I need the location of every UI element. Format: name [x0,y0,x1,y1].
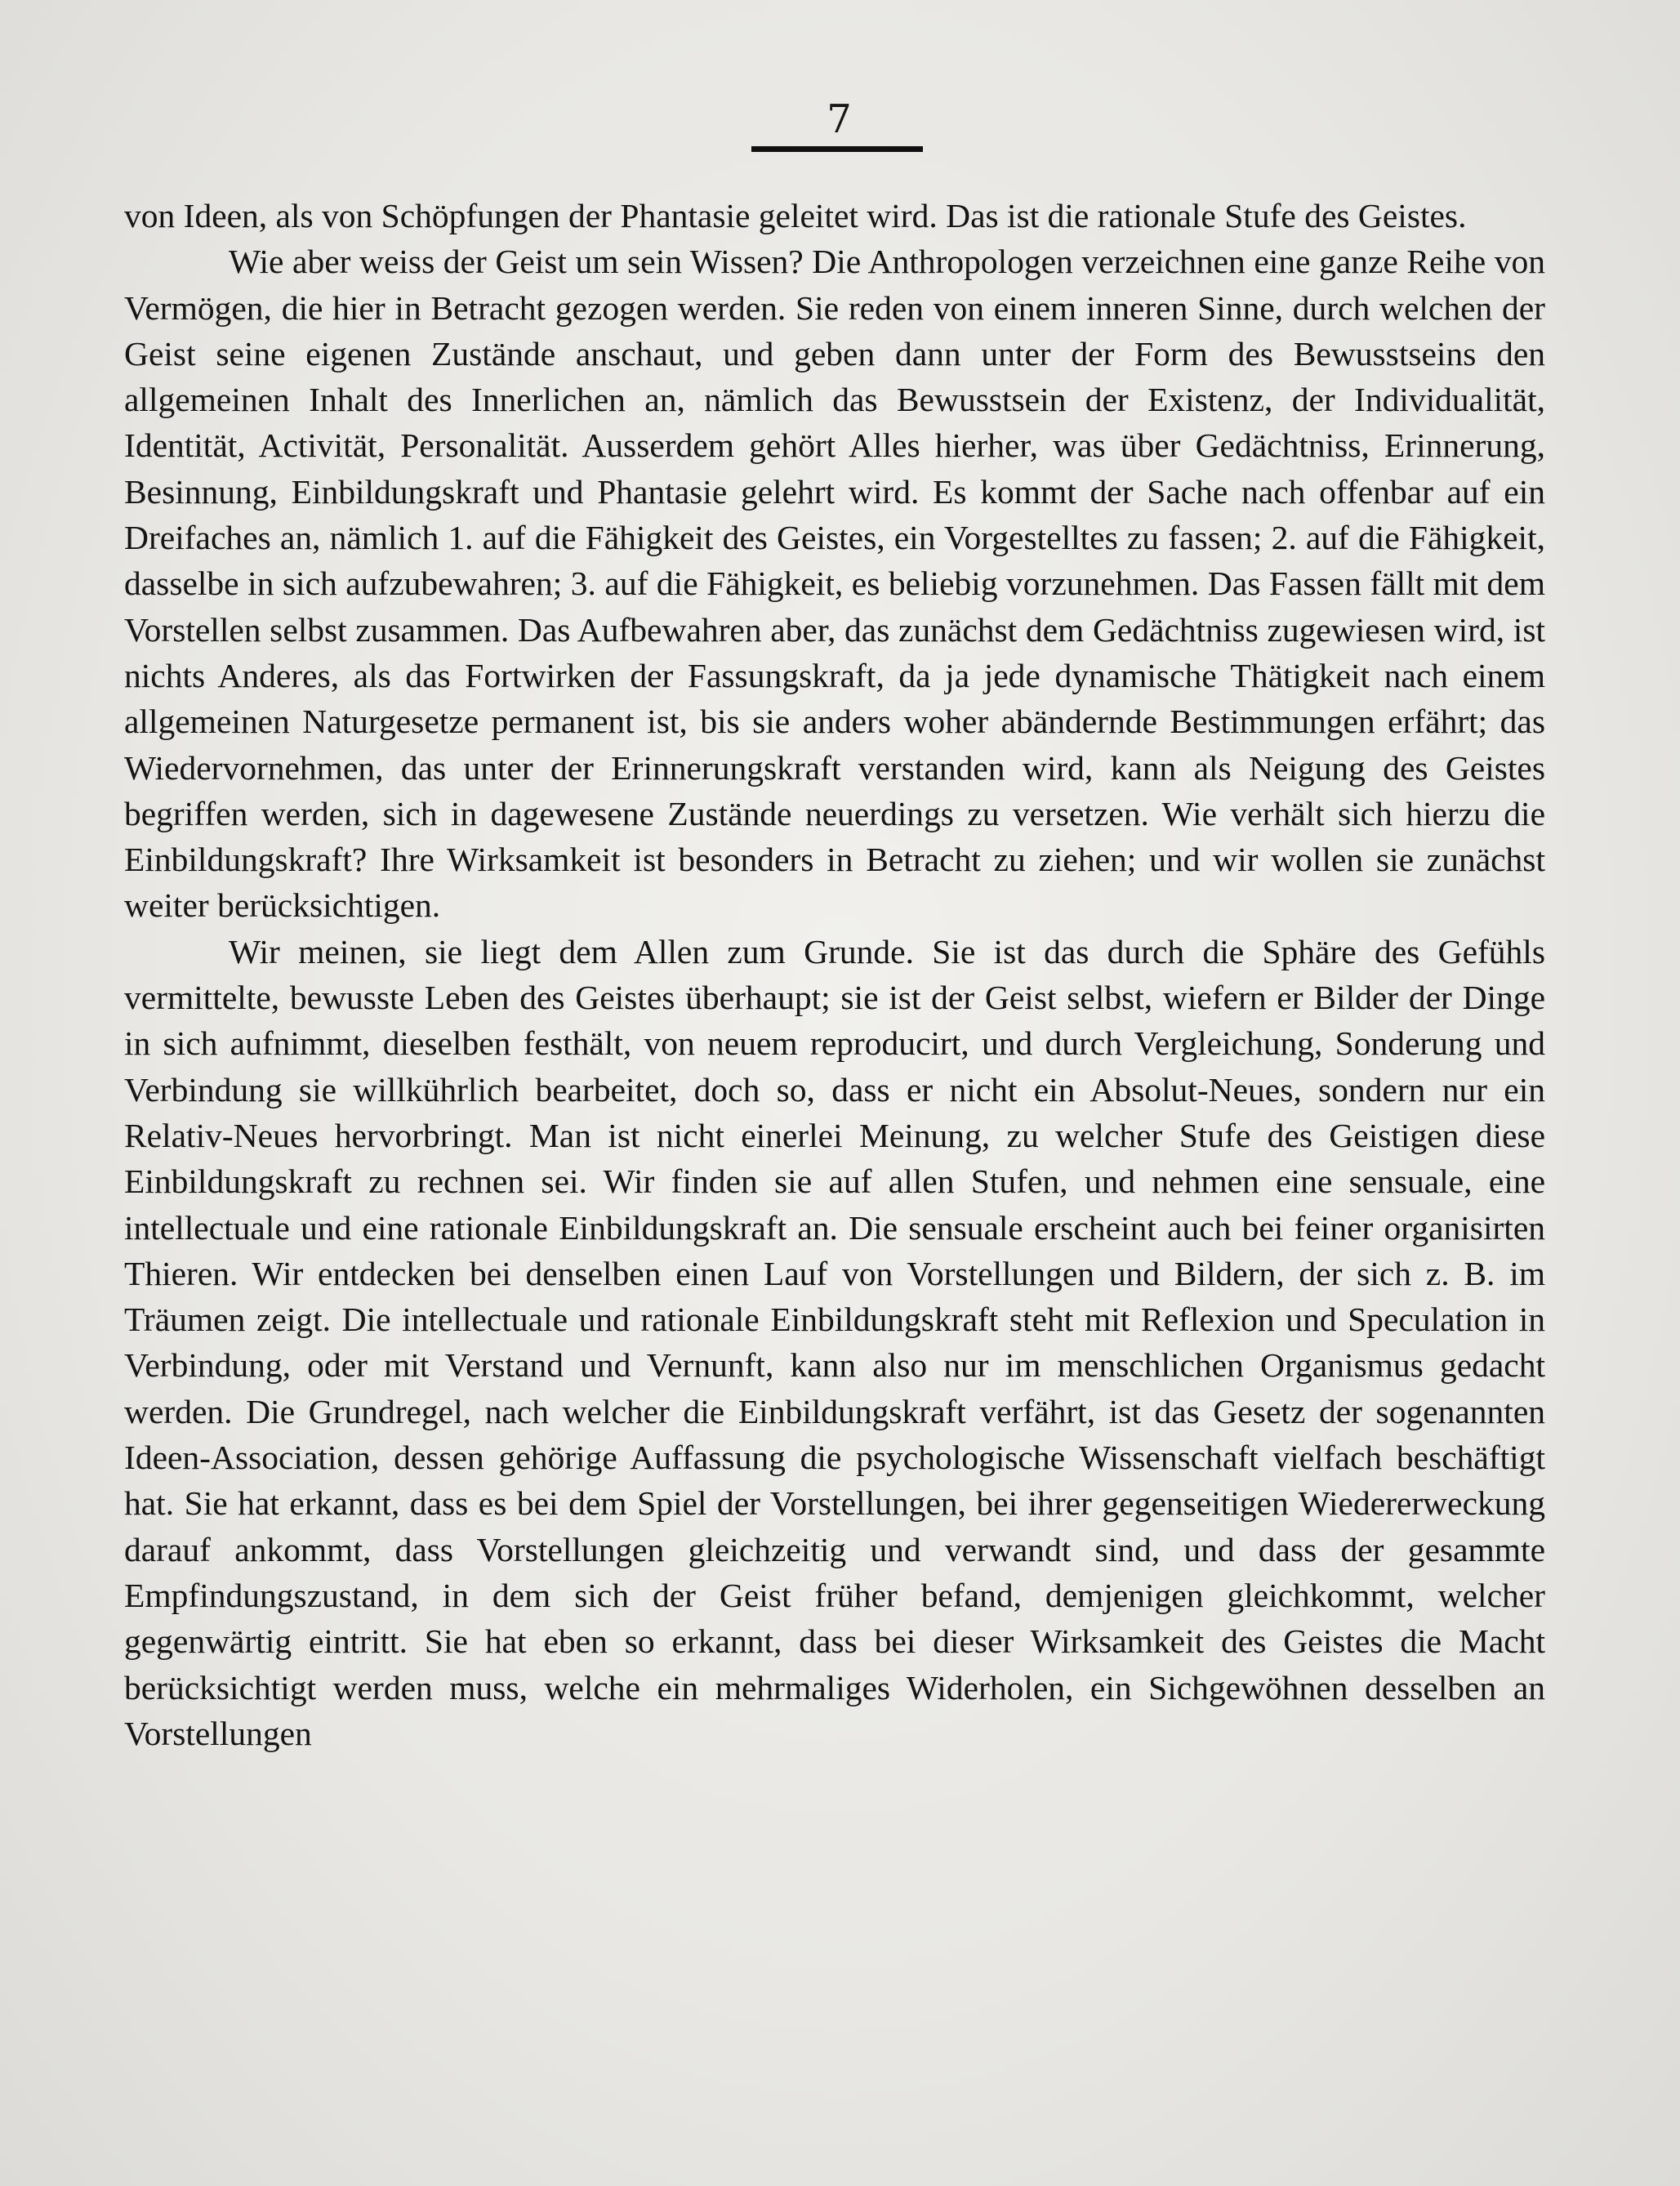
body-text [124,193,1545,1756]
paragraph: Wir meinen, sie liegt dem Allen zum Grunde. Sie ist das durch die Sphäre des Gefühls vermittelte, bewusste Leben des Geistes überhaupt; sie ist der Geist selbst, wiefern er Bilder der Dinge in sich aufnimmt, dieselben festhält, von neuem reproducirt, und durch Vergleichung, Sonderung und Verbindung sie willkührlich bearbeitet, doch so, dass er nicht ein Absolut-Neues, sondern nur ein Relativ-Neues hervorbringt. Man ist nicht einerlei Meinung, zu welcher Stufe des Geistigen diese Einbildungskraft zu rechnen sei. Wir finden sie auf allen Stufen, und nehmen eine sensuale, eine intellectuale und eine rationale Einbildungskraft an. Die sensuale erscheint auch bei feiner organisirten Thieren. Wir entdecken bei denselben einen Lauf von Vorstellungen und Bildern, der sich z. B. im Träumen zeigt. Die intellectuale und rationale Einbildungskraft steht mit Reflexion und Speculation in Verbindung, oder mit Verstand und Vernunft, kann also nur im menschlichen Organismus gedacht werden. Die Grundregel, nach welcher die Einbildungskraft verfährt, ist das Gesetz der sogenannten Ideen-Association, dessen gehörige Auffassung die psychologische Wissenschaft vielfach beschäftigt hat. Sie hat erkannt, dass es bei dem Spiel der Vorstellungen, bei ihrer gegenseitigen Wiedererweckung darauf ankommt, dass Vorstellungen gleichzeitig und verwandt sind, und dass der gesammte Empfindungszustand, in dem sich der Geist früher befand, demjenigen gleichkommt, welcher gegenwärtig eintritt. Sie hat eben so erkannt, dass bei dieser Wirksamkeit des Geistes die Macht berücksichtigt werden muss, welche ein mehrmaliges Widerholen, ein Sichgewöhnen desselben an Vorstellungen [124,932,1545,1752]
header-rule [751,146,923,152]
paragraph: Wie aber weiss der Geist um sein Wissen? Die Anthropologen verzeichnen eine ganze Reihe von Vermögen, die hier in Betracht gezogen werden. Sie reden von einem inneren Sinne, durch welchen der Geist seine eigenen Zustände anschaut, und geben dann unter der Form des Bewusstseins den allgemeinen Inhalt des Innerlichen an, nämlich das Bewusstsein der Existenz, der Individualität, Identität, Activität, Personalität. Ausserdem gehört Alles hierher, was über Gedächtniss, Erinnerung, Besinnung, Einbildungskraft und Phantasie gelehrt wird. Es kommt der Sache nach offenbar auf ein Dreifaches an, nämlich 1. auf die Fähigkeit des Geistes, ein Vorgestelltes zu fassen; 2. auf die Fähigkeit, dasselbe in sich aufzubewahren; 3. auf die Fähigkeit, es beliebig vorzunehmen. Das Fassen fällt mit dem Vorstellen selbst zusammen. Das Aufbewahren aber, das zunächst dem Gedächtniss zugewiesen wird, ist nichts Anderes, als das Fortwirken der Fassungskraft, da ja jede dynamische Thätigkeit nach einem allgemeinen Naturgesetze permanent ist, bis sie anders woher abändernde Bestimmungen erfährt; das Wiedervornehmen, das unter der Erinnerungskraft verstanden wird, kann als Neigung des Geistes begriffen werden, sich in dagewesene Zustände neuerdings zu versetzen. Wie verhält sich hierzu die Einbildungskraft? Ihre Wirksamkeit ist besonders in Betracht zu ziehen; und wir wollen sie zunächst weiter berücksichtigen. [124,243,1545,925]
page-number: 7 [827,96,853,142]
paragraph-continued: von Ideen, als von Schöpfungen der Phantasie geleitet wird. Das ist die rationale Stufe des Geistes. [124,197,1467,234]
